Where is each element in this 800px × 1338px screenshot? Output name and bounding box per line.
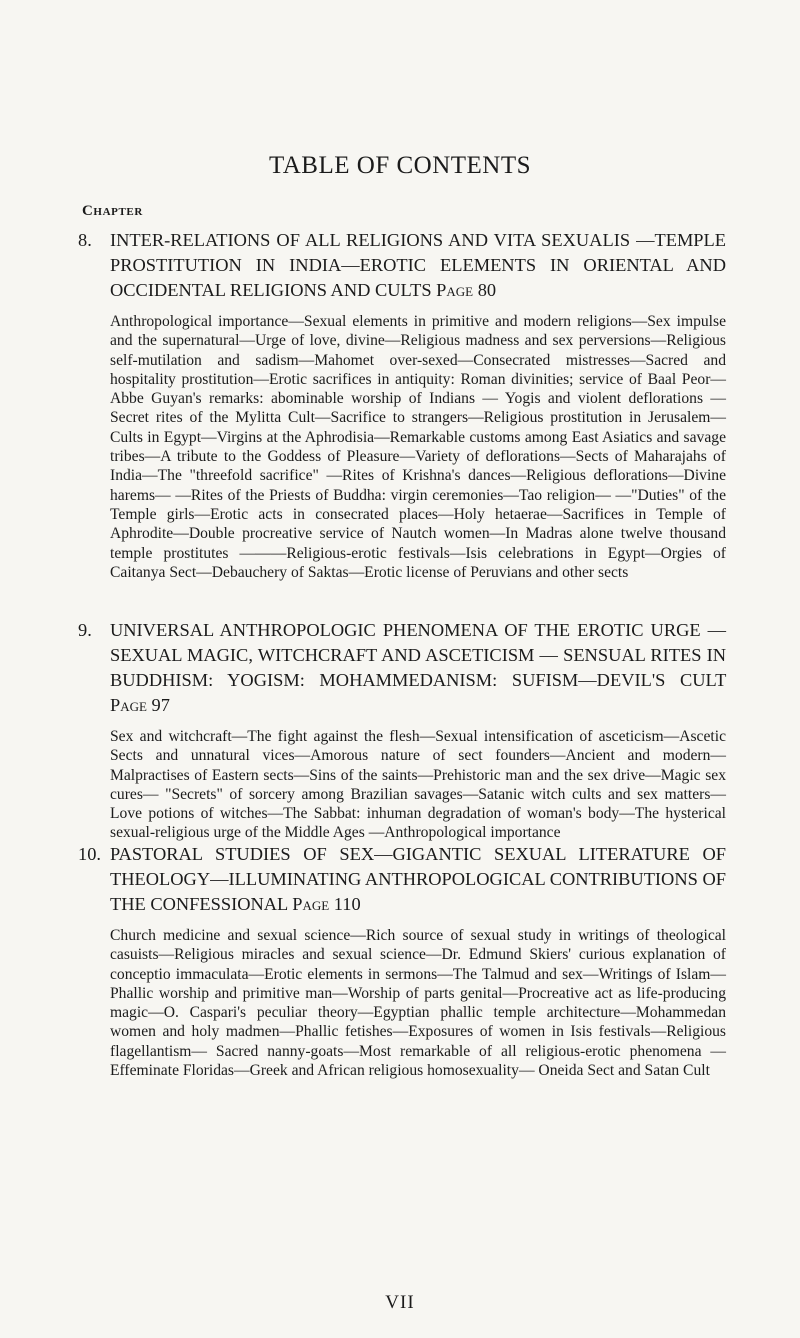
chapter-page-ref: Page 110 <box>292 894 361 914</box>
chapter-heading <box>78 228 726 303</box>
toc-entry-chapter-10 <box>78 842 726 1080</box>
chapter-heading <box>78 842 726 917</box>
chapter-description: Church medicine and sexual science—Rich source of sexual study in writings of theological casuists—Religious miracles and sexual science—Dr. Edmund Skiers' curious explanation of conceptio immaculata—Erotic elements in sermons—The Talmud and sex—Writings of Islam—Phallic worship and primitive man—Worship of parts genital—Procreative act as life-producing magic—O. Caspari's peculiar theory—Egyptian phallic temple architecture—Mohammedan women and holy madmen—Phallic fetishes—Exposures of women in Isis festivals—Religious flagellantism— Sacred nanny-goats—Most remarkable of all religious-erotic phenomena —Effeminate Floridas—Greek and African religious homosexuality— Oneida Sect and Satan Cult <box>110 927 726 1080</box>
chapter-title: PASTORAL STUDIES OF SEX—GIGANTIC SEXUAL LITERATURE OF THEOLOGY—ILLUMINATING ANTHROPOLOGICAL CONTRIBUTIONS OF THE CONFESSIONAL <box>110 844 726 914</box>
chapter-number: 9. <box>78 620 92 640</box>
page-title: TABLE OF CONTENTS <box>268 152 532 179</box>
chapter-title-block <box>110 618 726 718</box>
chapter-description: Anthropological importance—Sexual elements in primitive and modern religions—Sex impulse and the supernatural—Urge of love, divine—Religious madness and sex perversions—Religious self-mutilation and sadism—Mahomet over-sexed—Consecrated mistresses—Sacred and hospitality prostitution—Erotic sacrifices in antiquity: Roman divinities; service of Baal Peor—Abbe Guyan's remarks: abominable worship of Indians — Yogis and violent deflorations — Secret rites of the Mylitta Cult—Sacrifice to strangers—Religious prostitution in Jerusalem—Cults in Egypt—Virgins at the Aphrodisia—Remarkable customs among East Asiatics and savage tribes—A tribute to the Goddess of Pleasure—Variety of deflorations—Sects of Maharajahs of India—The "threefold sacrifice" —Rites of Krishna's dances—Religious deflorations—Divine harems— —Rites of the Priests of Buddha: virgin ceremonies—Tao religion— —"Duties" of the Temple girls—Erotic acts in consecrated places—Holy hetaerae—Sacrifices in Temple of Aphrodite—Double procreative service of Nautch women—In Madras alone twelve thousand temple prostitutes ———Religious-erotic festivals—Isis celebrations in Egypt—Orgies of Caitanya Sect—Debauchery of Saktas—Erotic license of Peruvians and other sects <box>110 313 726 581</box>
chapter-heading <box>78 618 726 718</box>
chapter-title-block <box>110 228 726 303</box>
chapter-description: Sex and witchcraft—The fight against the flesh—Sexual intensification of asceticism—Ascetic Sects and unnatural vices—Amorous nature of sect founders—Ancient and modern—Malpractises of Eastern sects—Sins of the saints—Prehistoric man and the sex drive—Magic sex cures— "Secrets" of sorcery among Brazilian savages—Satanic witch cults and sex matters—Love potions of witches—The Sabbat: inhuman degradation of woman's body—The hysterical sexual-religious urge of the Middle Ages —Anthropological importance <box>110 728 726 842</box>
chapter-column-label: Chapter <box>82 203 143 219</box>
chapter-number: 10. <box>78 844 101 864</box>
chapter-number: 8. <box>78 230 92 250</box>
chapter-title-block <box>110 842 726 917</box>
chapter-title: UNIVERSAL ANTHROPOLOGIC PHENOMENA OF THE EROTIC URGE — SEXUAL MAGIC, WITCHCRAFT AND ASCETICISM — SENSUAL RITES IN BUDDHISM: YOGISM: MOHAMMEDANISM: SUFISM—DEVIL'S CULT <box>110 620 726 690</box>
chapter-page-ref: Page 80 <box>436 280 497 300</box>
toc-entry-chapter-8 <box>78 228 726 582</box>
page-number: VII <box>385 1292 415 1313</box>
chapter-title: INTER-RELATIONS OF ALL RELIGIONS AND VITA SEXUALIS —TEMPLE PROSTITUTION IN INDIA—EROTIC ELEMENTS IN ORIENTAL AND OCCIDENTAL RELIGIONS AND CULTS <box>110 230 726 300</box>
chapter-page-ref: Page 97 <box>110 695 170 715</box>
toc-entry-chapter-9 <box>78 618 726 843</box>
